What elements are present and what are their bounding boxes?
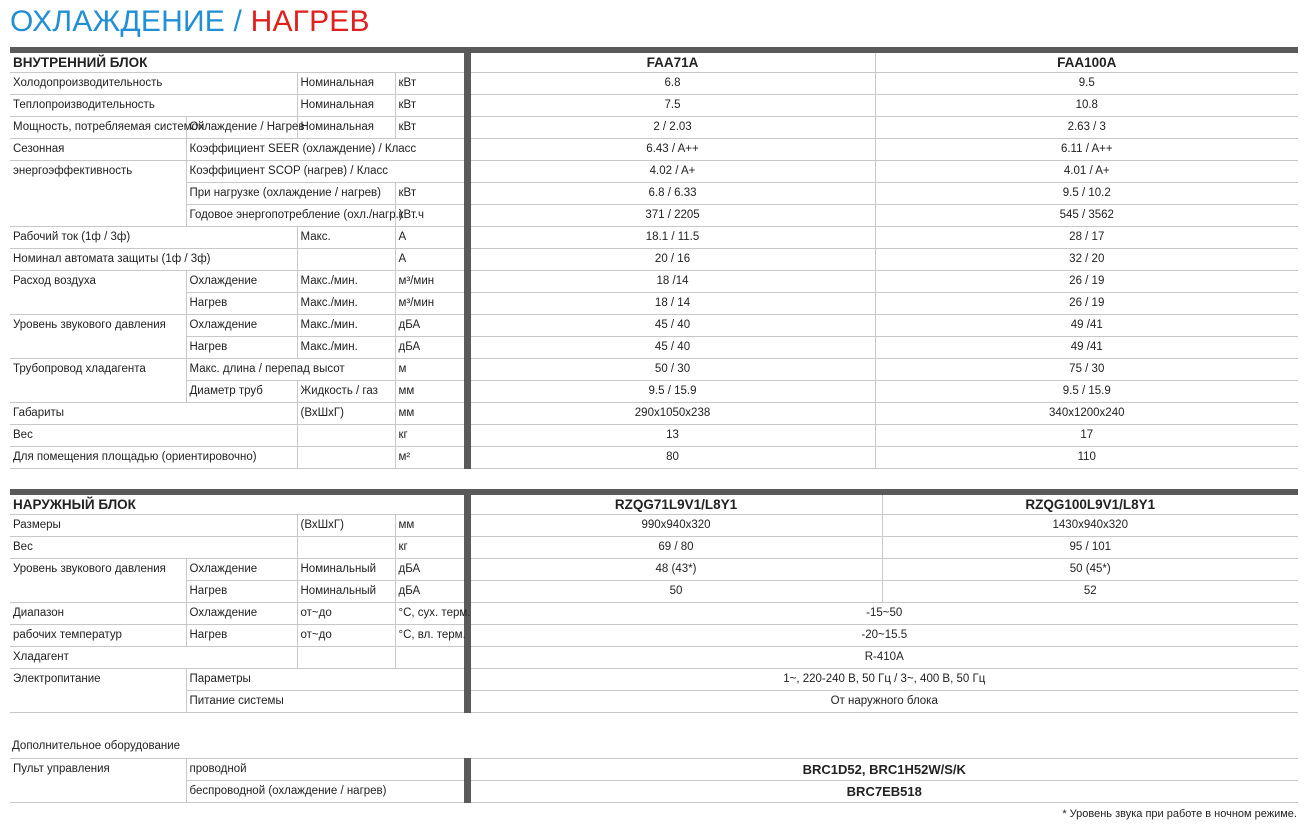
row-sublabel: Питание системы [186,691,467,713]
row-label: Габариты [10,403,186,425]
outdoor-header-label: НАРУЖНЫЙ БЛОК [10,492,467,515]
outdoor-row [10,625,1298,647]
row-value-model-1: 80 [467,447,875,469]
indoor-row [10,73,1298,95]
outdoor-model-1: RZQG71L9V1/L8Y1 [467,492,882,515]
row-sublabel: проводной [186,759,467,781]
row-condition [297,249,395,271]
row-label: Теплопроизводительность [10,95,186,117]
row-sublabel: Охлаждение [186,559,297,581]
row-sublabel: При нагрузке (охлаждение / нагрев) [186,183,395,205]
row-sublabel: Охлаждение [186,603,297,625]
row-value-model-2: 28 / 17 [875,227,1298,249]
row-condition: (ВхШхГ) [297,515,395,537]
row-sublabel: Нагрев [186,293,297,315]
row-value-model-2: 6.11 / A++ [875,139,1298,161]
row-value-model-1: 6.8 [467,73,875,95]
row-condition: Жидкость / газ [297,381,395,403]
row-label: Вес [10,425,186,447]
title-heating: НАГРЕВ [250,5,370,38]
outdoor-row [10,691,1298,713]
row-value-model-1: 45 / 40 [467,315,875,337]
row-value-model-1: 18.1 / 11.5 [467,227,875,249]
row-unit [395,647,467,669]
row-label: Сезонная [10,139,186,161]
row-sublabel [186,425,297,447]
outdoor-header-row [10,492,1298,515]
row-sublabel [186,537,297,559]
extra-equipment-table [10,758,1298,803]
row-unit: кВт [395,95,467,117]
row-sublabel [186,227,297,249]
row-sublabel: Макс. длина / перепад высот [186,359,395,381]
row-label [10,381,186,403]
row-label: Пульт управления [10,759,186,781]
row-label [10,205,186,227]
row-unit: дБА [395,337,467,359]
row-value-common: -15~50 [467,603,1298,625]
row-unit: °C, вл. терм. [395,625,467,647]
outdoor-row [10,537,1298,559]
row-sublabel: Нагрев [186,337,297,359]
indoor-row [10,161,1298,183]
row-label [10,183,186,205]
indoor-row [10,381,1298,403]
row-condition [297,537,395,559]
row-value-model-2: 9.5 / 15.9 [875,381,1298,403]
row-label: Для помещения площадью (ориентировочно) [10,447,186,469]
row-value-model-1: 69 / 80 [467,537,882,559]
row-sublabel: Охлаждение / Нагрев [186,117,297,139]
row-label [10,781,186,803]
indoor-row [10,447,1298,469]
row-condition: Макс. [297,227,395,249]
row-value-common: R-410A [467,647,1298,669]
indoor-model-2: FAA100A [875,50,1298,73]
row-value-model-1: 50 [467,581,882,603]
row-value-model-2: 32 / 20 [875,249,1298,271]
indoor-row [10,183,1298,205]
row-label: Рабочий ток (1ф / 3ф) [10,227,186,249]
row-condition: от~до [297,625,395,647]
row-unit: м³/мин [395,293,467,315]
row-value-model-1: 45 / 40 [467,337,875,359]
row-value-model-2: 545 / 3562 [875,205,1298,227]
row-condition: Номинальная [297,117,395,139]
indoor-row [10,359,1298,381]
row-condition: Макс./мин. [297,315,395,337]
row-value-model-2: 1430x940x320 [882,515,1298,537]
row-condition [297,447,395,469]
outdoor-row [10,581,1298,603]
title-cooling: ОХЛАЖДЕНИЕ [10,5,225,38]
indoor-row [10,249,1298,271]
row-label: Уровень звукового давления [13,319,166,331]
indoor-header-label: ВНУТРЕННИЙ БЛОК [10,50,467,73]
row-condition: Макс./мин. [297,271,395,293]
row-label: Холодопроизводительность [10,73,186,95]
row-condition [297,647,395,669]
row-condition: Макс./мин. [297,337,395,359]
indoor-row [10,315,1298,337]
row-value-model-1: 371 / 2205 [467,205,875,227]
row-value-model-1: 50 / 30 [467,359,875,381]
row-value-model-1: 990x940x320 [467,515,882,537]
row-label: Хладагент [10,647,186,669]
row-label [10,691,186,713]
row-value-model-1: 18 / 14 [467,293,875,315]
row-value-model-2: 340x1200x240 [875,403,1298,425]
row-value-model-1: 13 [467,425,875,447]
row-label: Диапазон [10,603,186,625]
row-value-common: BRC7EB518 [467,781,1298,803]
row-sublabel: Коэффициент SCOP (нагрев) / Класс [186,161,467,183]
row-unit: A [395,227,467,249]
row-value-model-1: 7.5 [467,95,875,117]
row-value-model-1: 6.43 / A++ [467,139,875,161]
row-condition: от~до [297,603,395,625]
row-value-common: От наружного блока [467,691,1298,713]
row-sublabel [186,95,297,117]
row-value-model-1: 290x1050x238 [467,403,875,425]
row-value-model-2: 52 [882,581,1298,603]
outdoor-model-2: RZQG100L9V1/L8Y1 [882,492,1298,515]
indoor-unit-table [10,47,1298,469]
row-value-model-1: 6.8 / 6.33 [467,183,875,205]
row-unit: дБА [395,581,467,603]
row-label: Мощность, потребляемая системой [10,117,186,139]
indoor-model-1: FAA71A [467,50,875,73]
row-unit: кг [395,537,467,559]
row-condition: (ВхШхГ) [297,403,395,425]
row-value-model-2: 4.01 / A+ [875,161,1298,183]
indoor-row [10,95,1298,117]
title-slash: / [224,5,251,38]
row-value-model-1: 48 (43*) [467,559,882,581]
indoor-row [10,205,1298,227]
row-value-model-1: 9.5 / 15.9 [467,381,875,403]
row-unit: дБА [395,315,467,337]
row-unit: мм [395,403,467,425]
row-unit: кг [395,425,467,447]
row-value-model-1: 2 / 2.03 [467,117,875,139]
row-value-model-2: 75 / 30 [875,359,1298,381]
row-value-model-2: 26 / 19 [875,293,1298,315]
row-value-model-2: 2.63 / 3 [875,117,1298,139]
row-label: Уровень звукового давления [13,563,166,575]
extra-row [10,759,1298,781]
indoor-row [10,271,1298,293]
indoor-row [10,227,1298,249]
row-label: Размеры [10,515,186,537]
row-sublabel: Охлаждение [186,271,297,293]
extra-row [10,781,1298,803]
row-unit: A [395,249,467,271]
row-value-common: 1~, 220-240 В, 50 Гц / 3~, 400 В, 50 Гц [467,669,1298,691]
row-sublabel: Параметры [186,669,467,691]
row-label: энергоэффективность [13,165,133,177]
row-label: Вес [10,537,186,559]
row-value-model-2: 95 / 101 [882,537,1298,559]
indoor-row [10,293,1298,315]
row-value-model-2: 110 [875,447,1298,469]
outdoor-row [10,647,1298,669]
outdoor-row [10,559,1298,581]
outdoor-unit-table [10,489,1298,713]
outdoor-row [10,515,1298,537]
row-condition: Номинальная [297,95,395,117]
row-sublabel: Годовое энергопотребление (охл./нагр.) [186,205,395,227]
row-unit: °C, сух. терм. [395,603,467,625]
row-value-common: -20~15.5 [467,625,1298,647]
indoor-row [10,139,1298,161]
row-label [10,337,186,359]
row-sublabel: Нагрев [186,625,297,647]
row-condition: Номинальный [297,559,395,581]
row-unit: мм [395,515,467,537]
row-label: Номинал автомата защиты (1ф / 3ф) [10,249,186,271]
row-condition: Макс./мин. [297,293,395,315]
indoor-header-row [10,50,1298,73]
footnote: * Уровень звука при работе в ночном режиме. [1062,808,1297,820]
row-unit: м³/мин [395,271,467,293]
row-sublabel: Коэффициент SEER (охлаждение) / Класс [186,139,467,161]
row-label: Трубопровод хладагента [13,363,146,375]
indoor-row [10,117,1298,139]
row-unit: кВт [395,73,467,95]
indoor-row [10,425,1298,447]
extra-equipment-title: Дополнительное оборудование [12,740,181,752]
row-unit: кВт [395,117,467,139]
row-value-model-2: 10.8 [875,95,1298,117]
row-unit: м² [395,447,467,469]
row-sublabel: Охлаждение [186,315,297,337]
row-label [10,581,186,603]
row-sublabel: Нагрев [186,581,297,603]
row-value-model-2: 50 (45*) [882,559,1298,581]
row-unit: кВт [395,183,467,205]
row-value-model-2: 9.5 [875,73,1298,95]
row-sublabel [186,403,297,425]
page-title [10,4,370,40]
outdoor-row [10,603,1298,625]
row-value-model-2: 26 / 19 [875,271,1298,293]
row-value-model-1: 4.02 / A+ [467,161,875,183]
row-unit: м [395,359,467,381]
row-unit: мм [395,381,467,403]
row-value-common: BRC1D52, BRC1H52W/S/K [467,759,1298,781]
row-value-model-2: 9.5 / 10.2 [875,183,1298,205]
row-sublabel: Диаметр труб [186,381,297,403]
row-sublabel [186,73,297,95]
row-sublabel: беспроводной (охлаждение / нагрев) [186,781,467,803]
row-unit: кВт.ч [395,205,467,227]
row-condition [297,425,395,447]
row-condition: Номинальная [297,73,395,95]
row-label [10,293,186,315]
row-condition: Номинальный [297,581,395,603]
outdoor-row [10,669,1298,691]
row-value-model-2: 49 /41 [875,337,1298,359]
row-sublabel [186,515,297,537]
row-value-model-1: 20 / 16 [467,249,875,271]
row-unit: дБА [395,559,467,581]
row-value-model-2: 49 /41 [875,315,1298,337]
indoor-row [10,337,1298,359]
row-sublabel [186,647,297,669]
row-label: Расход воздуха [13,275,96,287]
row-value-model-2: 17 [875,425,1298,447]
row-value-model-1: 18 /14 [467,271,875,293]
indoor-row [10,403,1298,425]
row-label: Электропитание [13,673,101,685]
row-label: рабочих температур [10,625,186,647]
